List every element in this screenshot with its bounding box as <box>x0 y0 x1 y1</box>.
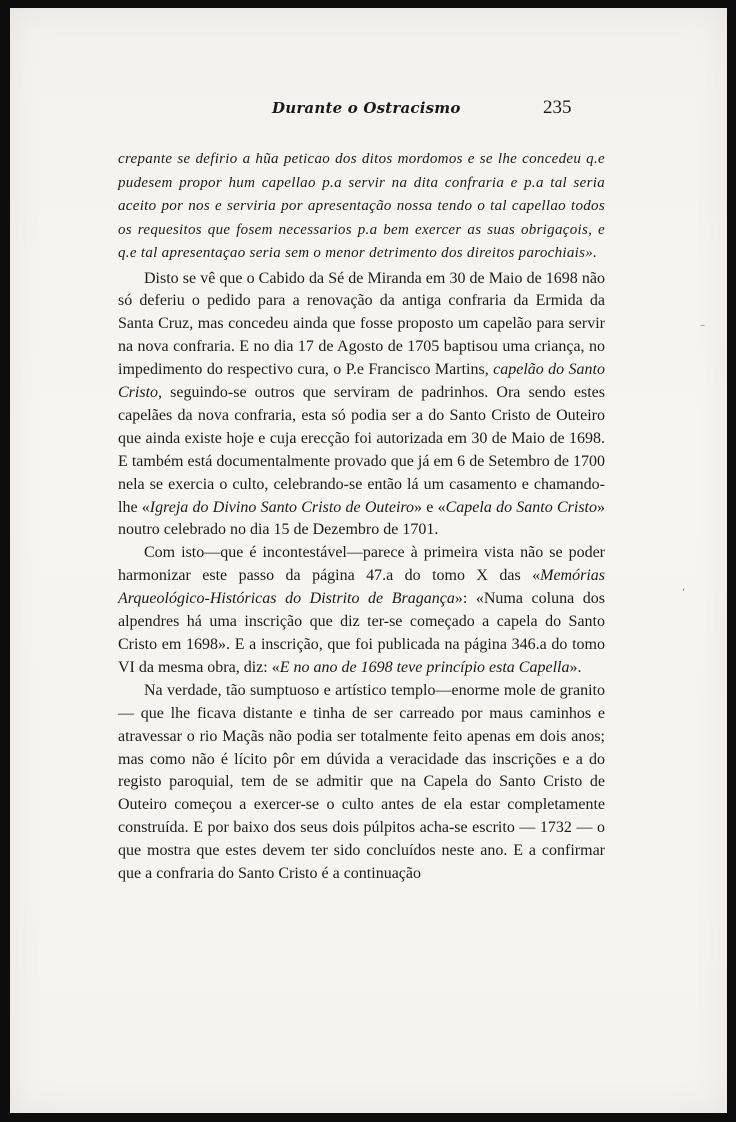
page-number: 235 <box>543 97 572 118</box>
paragraph-1-italic-f: Capela do Santo Cristo <box>445 498 598 516</box>
paragraph-1-text-c: seguindo-se outros que serviram de padrinhos. Ora sendo estes capelães da nova confraria, esta só podia ser a do Santo Cristo de Outeiro que ainda existe hoje e cuja erecção foi autorizada em 30 de Maio de 1698. E também está documentalmente provado que já em 6 de Setembro de 1700 nela se exercia o culto, celebrando-se então lá um casamento e chamando-lhe « <box>118 384 605 516</box>
paragraph-3: Na verdade, tão sumptuoso e artístico templo—enorme mole de granito — que lhe ficava distante e tinha de ser carreado por maus caminhos e atravessar o rio Maçãs não podia ser totalmente feito apenas em dois anos; mas como não é lícito pôr em dúvida a veracidade das inscrições e a do registo paroquial, tem de se admitir que na Capela do Santo Cristo de Outeiro começou a exercer-se o culto antes de ela estar completamente construída. E por baixo dos seus dois púlpitos acha-se escrito — 1732 — o que mostra que estes devem ter sido concluídos neste ano. E a confirmar que a confraria do Santo Cristo é a continuação <box>118 681 605 883</box>
paragraph-1-text-e: » e « <box>414 498 446 516</box>
margin-speck: – <box>700 320 705 331</box>
paragraph-2-text-a: Com isto—que é incontestável—parece à primeira vista não se poder harmonizar este passo da página 47.a do tomo X das « <box>118 544 605 585</box>
quoted-document-excerpt: crepante se defirio a hũa peticao dos ditos mordomos e se lhe concedeu q.e pudesem propor hum capellao p.a servir na dita confraria e p.a tal seria aceito por nos e serviria por apresentação nossa tendo o tal capellao todos os requesitos que fosem necessarios p.a bem exercer as suas obrigaçois, e q.e tal apresentaçao seria sem o menor detrimento dos direitos parochiais». <box>118 151 605 261</box>
paragraph-2-italic-b: Memórias Arqueológico-Históricas do Distrito de Bragança <box>118 567 605 608</box>
paragraph-1 <box>118 268 605 543</box>
paragraph-2-italic-d: E no ano de 1698 teve princípio esta Capella <box>279 658 570 676</box>
paragraph-1-italic-d: Igreja do Divino Santo Cristo de Outeiro <box>149 498 415 516</box>
book-page <box>10 8 727 1113</box>
paragraph-2-text-e: ». <box>569 658 582 676</box>
paragraph-1-text-g: » noutro celebrado no dia 15 de Dezembro de 1701. <box>118 498 606 539</box>
page-header <box>10 99 727 127</box>
paragraph-2-text-c: »: «Numa coluna dos alpendres há uma inscrição que diz ter-se começado a capela do Santo Cristo em 1698». E a inscrição, que foi publicada na página 346.a do tomo VI da mesma obra, diz: « <box>118 590 605 676</box>
paragraph-1-italic-a: capelão do Santo Cristo, <box>118 361 605 402</box>
paragraph-1-text-a: Disto se vê que o Cabido da Sé de Miranda em 30 de Maio de 1698 não só deferiu o pedido para a renovação da antiga confraria da Ermida da Santa Cruz, mas concedeu ainda que fosse proposto um capelão para servir na nova confraria. E no dia 17 de Agosto de 1705 baptisou uma criança, no impedimento do respectivo cura, o P.e Francisco Martins, <box>118 269 605 379</box>
margin-speck: , <box>682 582 686 593</box>
running-title: Durante o Ostracismo <box>272 99 461 117</box>
body-text <box>118 148 605 886</box>
paragraph-2 <box>118 542 605 679</box>
